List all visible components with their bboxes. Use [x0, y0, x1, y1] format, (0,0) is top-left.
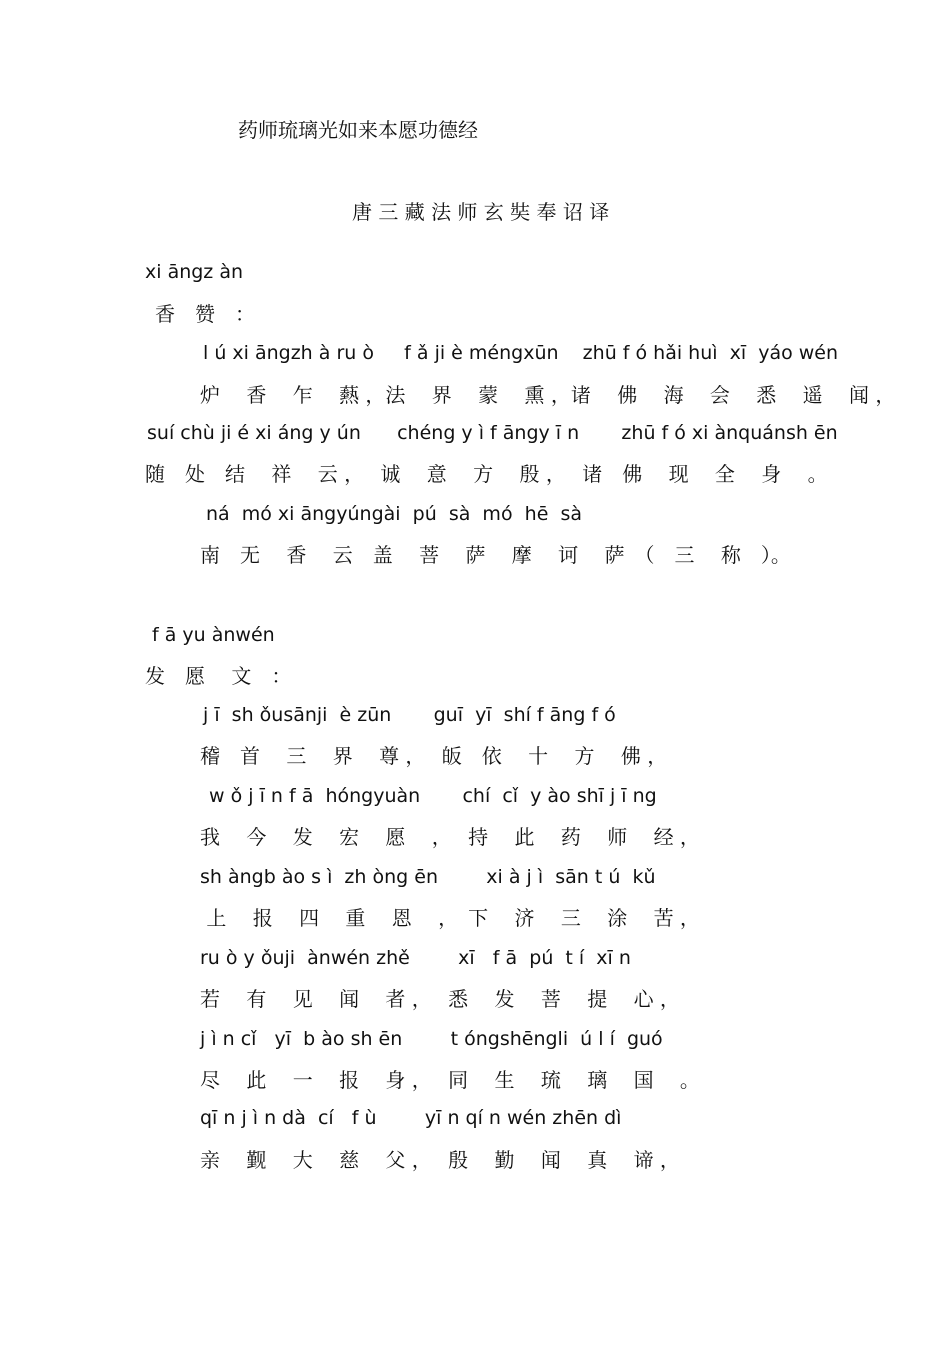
- incense-line-3-text: 南 无 香 云 盖 菩 萨 摩 诃 萨 （ 三 称 ）。: [200, 543, 791, 567]
- incense-line-1-text: 炉 香 乍 爇 ，法 界 蒙 熏 ，诸 佛 海 会 悉 遥 闻 ，: [200, 383, 896, 407]
- vow-line-2-pinyin: w ǒ j ī n f ā hóngyuàn chí cǐ y ào shī j ī ng: [203, 785, 657, 807]
- vow-line-3-pinyin: sh àngb ào s ì zh òng ēn xi à j ì sān t ú kǔ: [200, 866, 656, 888]
- incense-heading-pinyin: xi āngz àn: [145, 261, 244, 283]
- vow-line-2-text: 我 今 发 宏 愿 ， 持 此 药 师 经 ，: [200, 825, 700, 849]
- vow-line-1-text: 稽 首 三 界 尊 ， 皈 依 十 方 佛 ，: [200, 744, 668, 768]
- vow-line-3-text: 上 报 四 重 恩 ， 下 济 三 涂 苦 ，: [200, 906, 700, 930]
- incense-line-3-pinyin: ná mó xi āngyúngài pú sà mó hē sà: [206, 503, 583, 525]
- incense-line-2-pinyin: suí chù ji é xi áng y ún chéng y ì f āngy ī n zhū f ó xi ànquánsh ēn: [147, 422, 838, 444]
- vow-line-6-text: 亲 觐 大 慈 父 ， 殷 勤 闻 真 谛 ，: [200, 1148, 680, 1172]
- vow-line-4-pinyin: ru ò y ǒuji ànwén zhě xī f ā pú t í xī n: [200, 947, 631, 969]
- vow-heading: 发 愿 文 ：: [145, 664, 292, 688]
- incense-line-2-text: 随 处 结 祥 云 ， 诚 意 方 殷 ， 诸 佛 现 全 身 。: [145, 462, 828, 486]
- vow-line-1-pinyin: j ī sh ǒusānji è zūn guī yī shí f āng f ó: [203, 704, 616, 726]
- vow-line-4-text: 若 有 见 闻 者 ， 悉 发 菩 提 心 ，: [200, 987, 680, 1011]
- sutra-title: 药师琉璃光如来本愿功德经: [238, 118, 478, 142]
- incense-line-1-pinyin: l ú xi āngzh à ru ò f ǎ ji è méngxūn zhū f ó hǎi huì xī yáo wén: [203, 342, 839, 364]
- vow-line-5-pinyin: j ì n cǐ yī b ào sh ēn t óngshēngli ú l í guó: [200, 1028, 663, 1050]
- incense-heading: 香 赞 ：: [155, 302, 255, 326]
- vow-heading-pinyin: f ā yu ànwén: [152, 624, 275, 646]
- vow-line-6-pinyin: qī n j ì n dà cí f ù yī n qí n wén zhēn dì: [200, 1107, 622, 1129]
- vow-line-5-text: 尽 此 一 报 身 ， 同 生 琉 璃 国 。: [200, 1068, 700, 1092]
- translator-line: 唐 三 藏 法 师 玄 奘 奉 诏 译: [352, 200, 610, 224]
